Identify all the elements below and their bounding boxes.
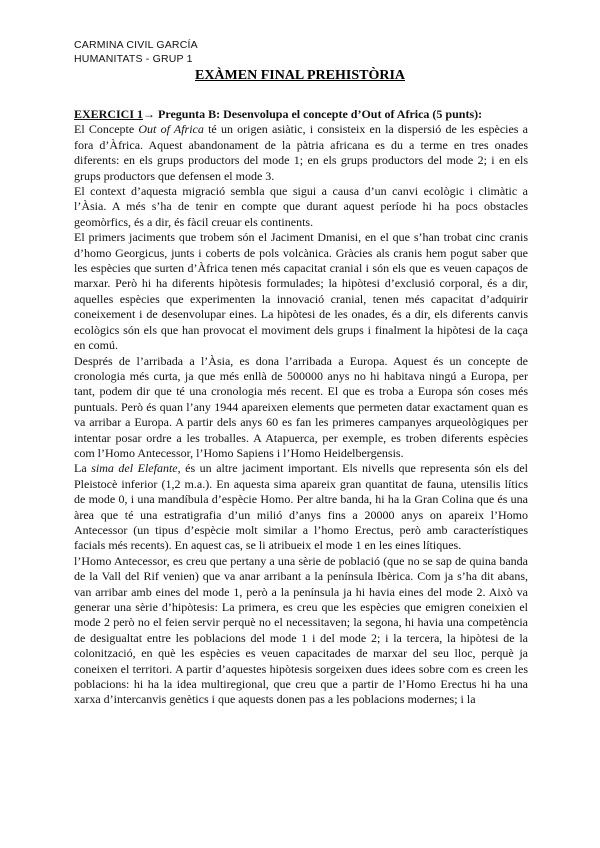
italic-term: sima del Elefante — [91, 461, 178, 476]
paragraph-5: La sima del Elefante, és un altre jaciment important. Els nivells que representa són els del Pleistocè inferior (1,2 m.a.). En aquesta sima apareix gran quantitat de fauna, utensilis lítics de mode 0, i una mandíbula d’espècie Homo. Per altre banda, hi ha la Gran Colina que és una àrea que té una estratigrafia d’un milió d’anys fins a 20000 anys on apareix l’Homo Antecessor (un tipus d’espècie molt similar a l’homo Erectus, però amb característiques facials més recents). En aquest cas, se li atribueix el mode 1 en les eines lítiques. — [74, 461, 529, 553]
exercise-question: Pregunta B: Desenvolupa el concepte d’Out of Africa (5 punts): — [155, 107, 483, 121]
italic-term: Out of Africa — [138, 122, 204, 137]
course-group: HUMANITATS - GRUP 1 — [74, 53, 193, 65]
paragraph-4: Després de l’arribada a l’Àsia, es dona l’arribada a Europa. Aquest és un concepte de cronologia més curta, ja que més enllà de 500000 anys no hi habitava ningú a Europa, per tant, podem dir que té una cronologia més recent. El que es troba a Europa són coses més puntuals. Però és quan l’any 1944 apareixen elements que permeten datar exactament quan es va arribar a Europa. A partir dels anys 60 es fan les primeres campanyes arqueològiques per intentar posar ordre a les troballes. A Atapuerca, per exemple, es troben diferents espècies com l’Homo Antecessor, l’Homo Sapiens i l’Homo Heidelbergensis. — [74, 353, 528, 460]
document-header — [74, 38, 198, 66]
paragraph-1: El Concepte Out of Africa té un origen asiàtic, i consisteix en la dispersió de les espècies a fora d’Àfrica. Aquest abandonament de la pàtria africana es du a terme en tres onades diferents: en els grups productors del mode 1; en els grups productors del mode 2; i en els grups productors que defensen el mode 3. — [74, 122, 528, 183]
document-body — [74, 107, 528, 708]
paragraph-2: El context d’aquesta migració sembla que sigui a causa d’un canvi ecològic i climàtic a l’Àsia. A més s’ha de tenir en compte que durant aquest període hi ha pocs obstacles geomòrfics, és a dir, és fàcil creuar els continents. — [74, 184, 528, 229]
author-name: CARMINA CIVIL GARCÍA — [74, 39, 198, 51]
paragraph-3: El primers jaciments que trobem són el Jaciment Dmanisi, en el que s’han trobat cinc cranis d’homo Georgicus, junts i coberts de pols volcànica. Gràcies als cranis hem pogut saber que les espècies que surten d’Àfrica tenen més capacitat cranial i són els que es veuen capaços de marxar. Però hi ha diferents hipòtesis formulades; la hipòtesi d’exclusió corporal, és a dir, aquelles espècies que experimenten la innovació cranial, tenen més capacitat d’adquirir coneixement i de desenvolupar eines. La hipòtesi de les onades, és a dir, els diferents canvis ecològics són els que han provocat el moviment dels grups i finalment la hipòtesi de la caça en comú. — [74, 230, 528, 353]
exercise-heading — [74, 107, 528, 122]
arrow-icon: → — [143, 107, 156, 121]
paragraph-6: l’Homo Antecessor, es creu que pertany a una sèrie de població (que no se sap de quina banda de la Vall del Rif venien) que va anar arribant a la península Ibèrica. Com ja s’ha dit abans, van arribar amb eines del mode 1, però a la península ja hi havia eines del mode 2. Això va generar una sèrie d’hipòtesis: La primera, es creu que les espècies que emigren coneixien el mode 2 però no el feien servir perquè no el necessitaven; la segona, hi havia una competència de desigualtat entre les poblacions del mode 1 i del mode 2; i la tercera, la hipòtesi de la colonització, en què les espècies es veuen capacitades de marxar del seu lloc, perquè ja coneixen el territori. A partir d’aquestes hipòtesis sorgeixen dues idees sobre com es creen les poblacions: hi ha la idea multiregional, que creu que a partir de l’Homo Erectus hi ha una xarxa d’intercanvis genètics i que aquests donen pas a les poblacions modernes; i la — [74, 553, 528, 707]
document-title: EXÀMEN FINAL PREHISTÒRIA — [194, 68, 406, 83]
exercise-label: EXERCICI 1 — [74, 107, 144, 121]
